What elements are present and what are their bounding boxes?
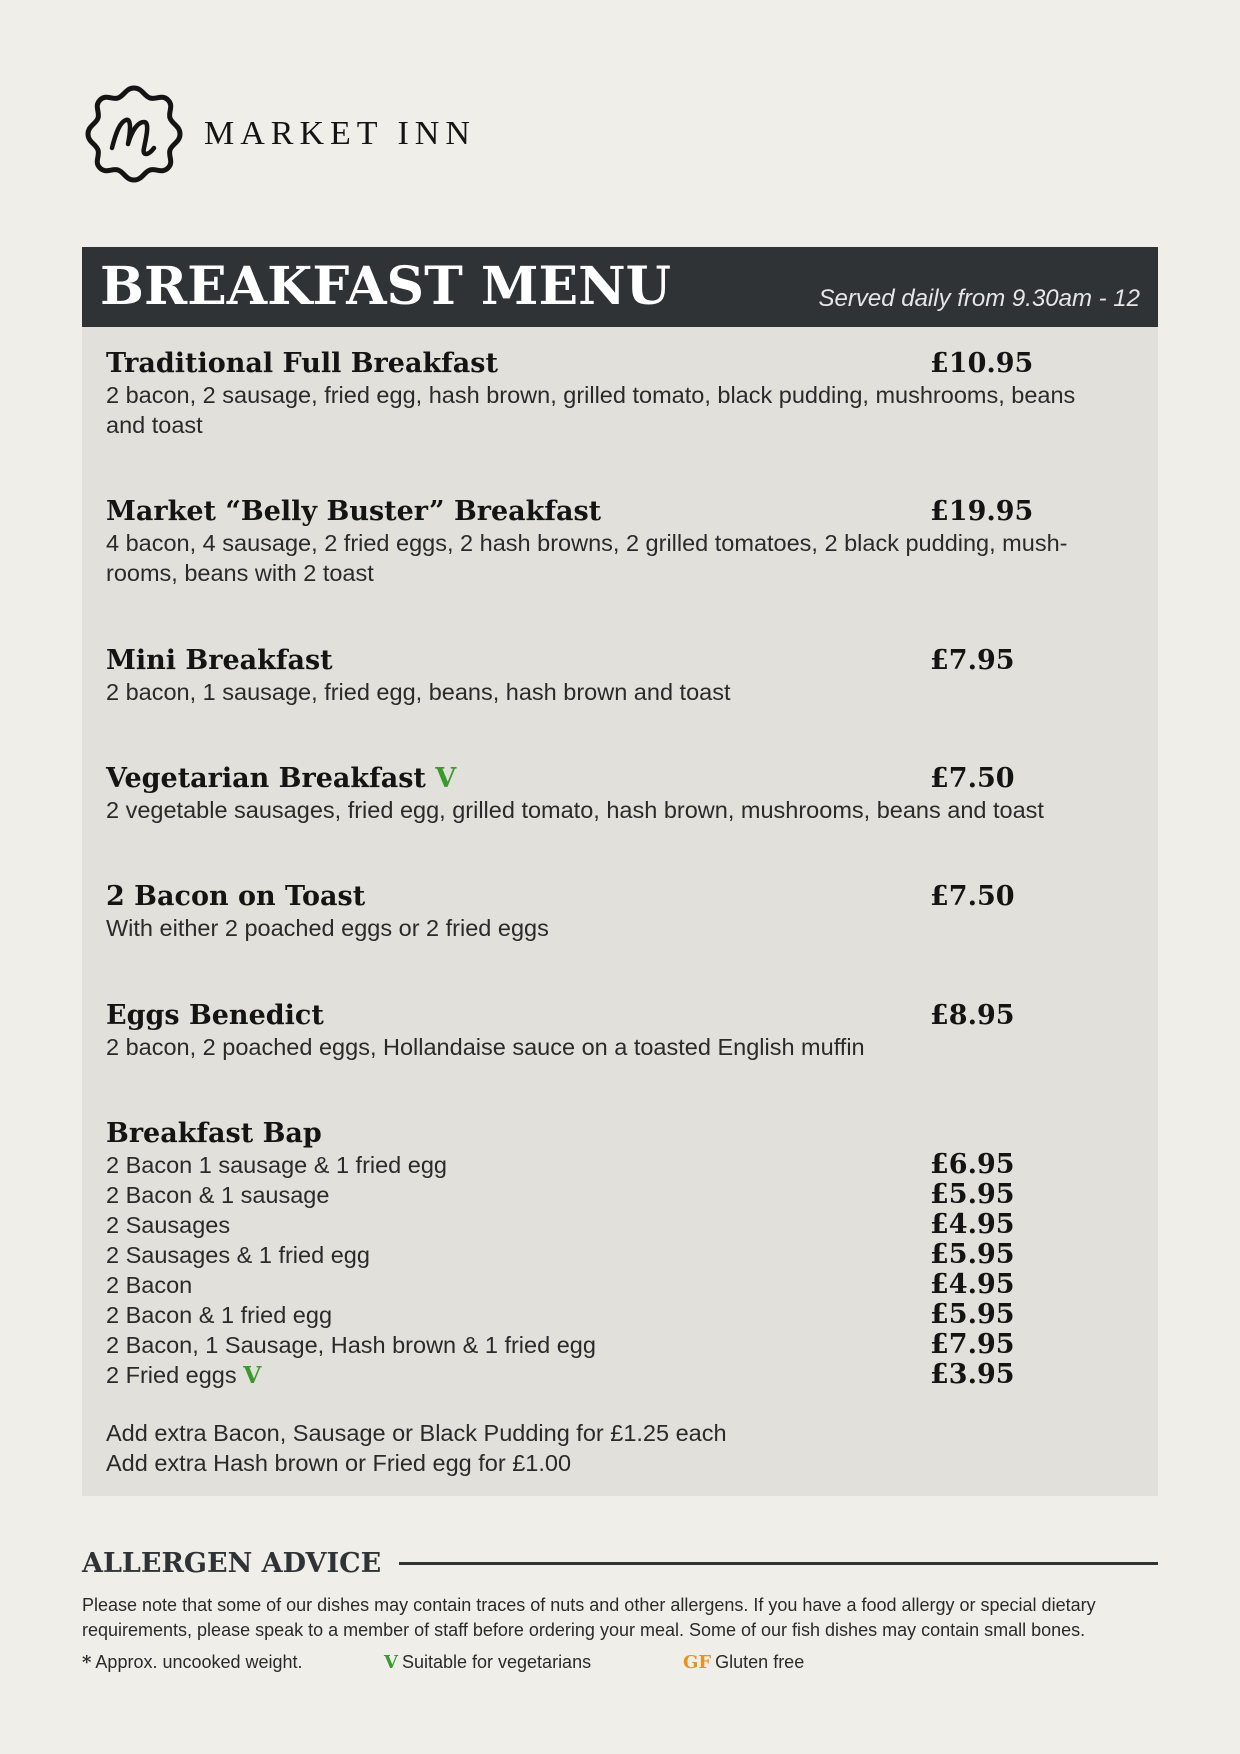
market-inn-logo-icon: [82, 82, 186, 186]
extras-section: [106, 1418, 727, 1478]
allergen-title: ALLERGEN ADVICE: [82, 1548, 382, 1579]
legend-text: Approx. uncooked weight.: [95, 1652, 303, 1672]
allergen-text-line: Please note that some of our dishes may contain traces of nuts and other allergens. If you have a food allergy or special dietary: [82, 1595, 1096, 1615]
bap-option-price: £3.95: [930, 1359, 1015, 1390]
bap-option: [106, 1330, 1106, 1360]
item-description: 4 bacon, 4 sausage, 2 fried eggs, 2 hash browns, 2 grilled tomatoes, 2 black pudding, mush-rooms, beans with 2 toast: [106, 530, 1068, 586]
bap-option-label: 2 Fried eggs: [106, 1362, 237, 1388]
menu-panel: [82, 327, 1158, 1496]
bap-option: [106, 1180, 1106, 1210]
item-description: 2 bacon, 2 sausage, fried egg, hash brown, grilled tomato, black pudding, mushrooms, beans and toast: [106, 382, 1076, 438]
allergen-text-line: requirements, please speak to a member of staff before ordering your meal. Some of our fish dishes may contain small bones.: [82, 1620, 1086, 1640]
item-description: 2 vegetable sausages, fried egg, grilled tomato, hash brown, mushrooms, beans and toast: [106, 797, 1044, 823]
bap-option-price: £6.95: [930, 1149, 1015, 1180]
bap-option: [106, 1150, 1106, 1180]
item-price: £10.95: [930, 348, 1034, 379]
legend-gluten-free: [683, 1650, 804, 1675]
item-price: £7.95: [930, 645, 1015, 676]
item-description: 2 bacon, 2 poached eggs, Hollandaise sauce on a toasted English muffin: [106, 1034, 865, 1060]
menu-item: [106, 763, 1106, 825]
item-price: £7.50: [930, 881, 1015, 912]
bap-option: [106, 1240, 1106, 1270]
bap-option-price: £5.95: [930, 1299, 1015, 1330]
vegetarian-mark: V: [243, 1361, 262, 1389]
bap-option-price: £7.95: [930, 1329, 1015, 1360]
item-description: With either 2 poached eggs or 2 fried eggs: [106, 915, 549, 941]
bap-option: [106, 1360, 1106, 1390]
bap-option: [106, 1210, 1106, 1240]
allergen-header: [82, 1548, 1158, 1579]
item-name: Mini Breakfast: [106, 645, 333, 676]
item-name: Breakfast Bap: [106, 1118, 322, 1149]
bap-option-label: 2 Bacon, 1 Sausage, Hash brown & 1 fried egg: [106, 1332, 596, 1358]
bap-option-label: 2 Sausages & 1 fried egg: [106, 1242, 370, 1268]
bap-option: [106, 1270, 1106, 1300]
serving-hours: Served daily from 9.30am - 12: [818, 285, 1140, 312]
item-name: Traditional Full Breakfast: [106, 348, 498, 379]
vegetarian-mark: V: [435, 763, 457, 794]
bap-options-list: [106, 1150, 1106, 1390]
item-price: £7.50: [930, 763, 1015, 794]
bap-option-price: £5.95: [930, 1179, 1015, 1210]
item-description: 2 bacon, 1 sausage, fried egg, beans, hash brown and toast: [106, 679, 731, 705]
breakfast-bap-section: [106, 1118, 1106, 1390]
item-name: 2 Bacon on Toast: [106, 881, 366, 912]
menu-item: [106, 1000, 1106, 1062]
allergen-text: [82, 1593, 1162, 1643]
bap-option: [106, 1300, 1106, 1330]
bap-option-label: 2 Bacon: [106, 1272, 193, 1298]
bap-option-label: 2 Bacon & 1 sausage: [106, 1182, 330, 1208]
bap-option-price: £5.95: [930, 1239, 1015, 1270]
brand-logo: [82, 82, 476, 186]
vegetarian-icon: V: [384, 1652, 398, 1673]
menu-item: [106, 496, 1106, 588]
bap-option-price: £4.95: [930, 1269, 1015, 1300]
menu-item: [106, 645, 1106, 707]
legend-weight: [82, 1650, 303, 1675]
item-price: £19.95: [930, 496, 1034, 527]
divider: [399, 1562, 1158, 1565]
item-name: Vegetarian Breakfast: [106, 763, 426, 794]
legend-text: Suitable for vegetarians: [401, 1652, 592, 1672]
bap-option-price: £4.95: [930, 1209, 1015, 1240]
bap-option-label: 2 Bacon 1 sausage & 1 fried egg: [106, 1152, 447, 1178]
legend-text: Gluten free: [715, 1652, 805, 1672]
bap-option-label: 2 Sausages: [106, 1212, 231, 1238]
asterisk-icon: *: [82, 1652, 92, 1673]
legend-vegetarian: [384, 1650, 591, 1675]
menu-banner: [82, 247, 1158, 327]
brand-name: MARKET INN: [204, 115, 476, 152]
gluten-free-icon: GF: [683, 1652, 712, 1673]
menu-item: [106, 348, 1106, 440]
menu-item: [106, 881, 1106, 943]
bap-option-label: 2 Bacon & 1 fried egg: [106, 1302, 333, 1328]
item-price: £8.95: [930, 1000, 1015, 1031]
extras-line: Add extra Bacon, Sausage or Black Pudding for £1.25 each: [106, 1420, 727, 1446]
menu-title: BREAKFAST MENU: [100, 256, 671, 317]
item-name: Eggs Benedict: [106, 1000, 324, 1031]
extras-line: Add extra Hash brown or Fried egg for £1.00: [106, 1450, 572, 1476]
item-name: Market “Belly Buster” Breakfast: [106, 496, 602, 527]
